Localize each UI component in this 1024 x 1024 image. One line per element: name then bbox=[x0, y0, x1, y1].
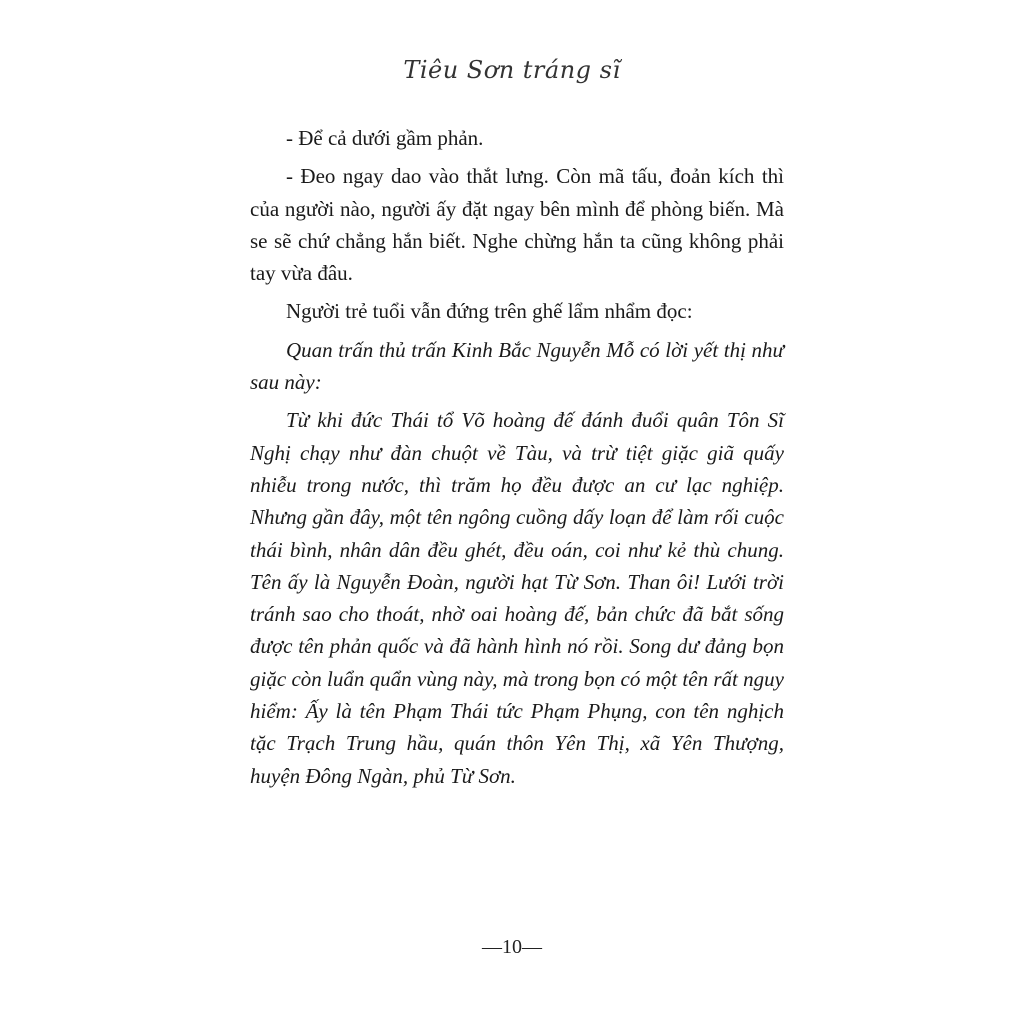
running-header-title: Tiêu Sơn tráng sĩ bbox=[403, 56, 621, 84]
paragraph-4-italic: Quan trấn thủ trấn Kinh Bắc Nguyễn Mỗ có lời yết thị như sau này: bbox=[250, 337, 784, 395]
paragraph-3: Người trẻ tuổi vẫn đứng trên ghế lẩm nhẩm đọc: bbox=[286, 299, 693, 324]
paragraph-1: - Để cả dưới gầm phản. bbox=[286, 126, 484, 150]
body-text bbox=[250, 122, 784, 798]
page-number: —10— bbox=[482, 936, 542, 958]
paragraph-2: - Đeo ngay dao vào thắt lưng. Còn mã tấu, đoản kích thì của người nào, người ấy đặt ngay bên mình để phòng biến. Mà se sẽ chứ chẳng hắn biết. Nghe chừng hắn ta cũng không phải tay vừa đâu. bbox=[250, 164, 784, 286]
paragraph-5-italic: Từ khi đức Thái tổ Võ hoàng đế đánh đuổi quân Tôn Sĩ Nghị chạy như đàn chuột về Tàu, và trừ tiệt giặc giã quấy nhiễu trong nước, thì trăm họ đều được an cư lạc nghiệp. Nhưng gần đây, một tên ngông cuồng dấy loạn để làm rối cuộc thái bình, nhân dân đều ghét, đều oán, coi như kẻ thù chung. Tên ấy là Nguyễn Đoàn, người hạt Từ Sơn. Than ôi! Lưới trời tránh sao cho thoát, nhờ oai hoàng đế, bản chức đã bắt sống được tên phản quốc và đã hành hình nó rồi. Song dư đảng bọn giặc còn luẩn quẩn vùng này, mà trong bọn có một tên rất nguy hiểm: Ấy là tên Phạm Thái tức Phạm Phụng, con tên nghịch tặc Trạch Trung hầu, quán thôn Yên Thị, xã Yên Thượng, huyện Đông Ngàn, phủ Từ Sơn. bbox=[250, 408, 784, 788]
